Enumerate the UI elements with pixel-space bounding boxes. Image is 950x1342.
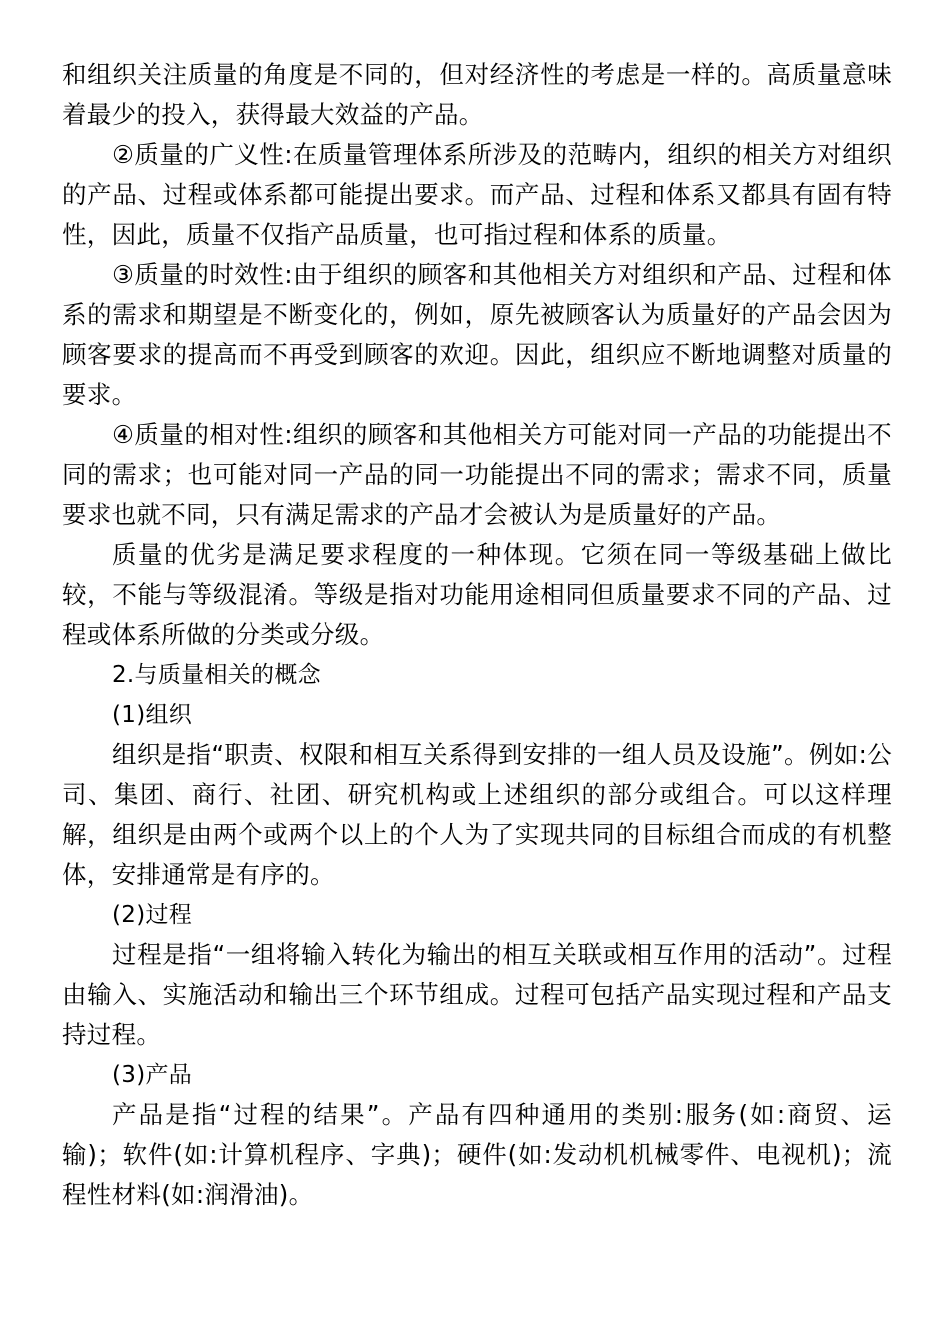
subheading-product: (3)产品 bbox=[112, 1062, 193, 1088]
paragraph-organization: 组织是指“职责、权限和相互关系得到安排的一组人员及设施”。例如:公司、集团、商行、社团、研究机构或上述组织的部分或组合。可以这样理解，组织是由两个或两个以上的个人为了实现共同的目标组合而成的有机整体，安排通常是有序的。 bbox=[62, 740, 892, 889]
paragraph-product: 产品是指“过程的结果”。产品有四种通用的类别:服务(如:商贸、运输)；软件(如:计算机程序、字典)；硬件(如:发动机机械零件、电视机)；流程性材料(如:润滑油)。 bbox=[62, 1100, 892, 1209]
paragraph-quality-economy: 和组织关注质量的角度是不同的，但对经济性的考虑是一样的。高质量意味着最少的投入，获得最大效益的产品。 bbox=[62, 60, 892, 129]
document-page bbox=[62, 55, 892, 1215]
section-heading-related-concepts: 2.与质量相关的概念 bbox=[112, 662, 321, 688]
paragraph-quality-timeliness: ③质量的时效性:由于组织的顾客和其他相关方对组织和产品、过程和体系的需求和期望是不断变化的，例如，原先被顾客认为质量好的产品会因为顾客要求的提高而不再受到顾客的欢迎。因此，组织应不断地调整对质量的要求。 bbox=[62, 260, 892, 409]
paragraph-process: 过程是指“一组将输入转化为输出的相互关联或相互作用的活动”。过程由输入、实施活动和输出三个环节组成。过程可包括产品实现过程和产品支持过程。 bbox=[62, 940, 892, 1049]
paragraph-quality-breadth: ②质量的广义性:在质量管理体系所涉及的范畴内，组织的相关方对组织的产品、过程或体系都可能提出要求。而产品、过程和体系又都具有固有特性，因此，质量不仅指产品质量，也可指过程和体系的质量。 bbox=[62, 140, 892, 249]
subheading-process: (2)过程 bbox=[112, 902, 193, 928]
subheading-organization: (1)组织 bbox=[112, 702, 193, 728]
paragraph-quality-relativity: ④质量的相对性:组织的顾客和其他相关方可能对同一产品的功能提出不同的需求；也可能对同一产品的同一功能提出不同的需求；需求不同，质量要求也就不同，只有满足需求的产品才会被认为是质量好的产品。 bbox=[62, 420, 892, 529]
paragraph-quality-grade: 质量的优劣是满足要求程度的一种体现。它须在同一等级基础上做比较，不能与等级混淆。等级是指对功能用途相同但质量要求不同的产品、过程或体系所做的分类或分级。 bbox=[62, 540, 892, 649]
